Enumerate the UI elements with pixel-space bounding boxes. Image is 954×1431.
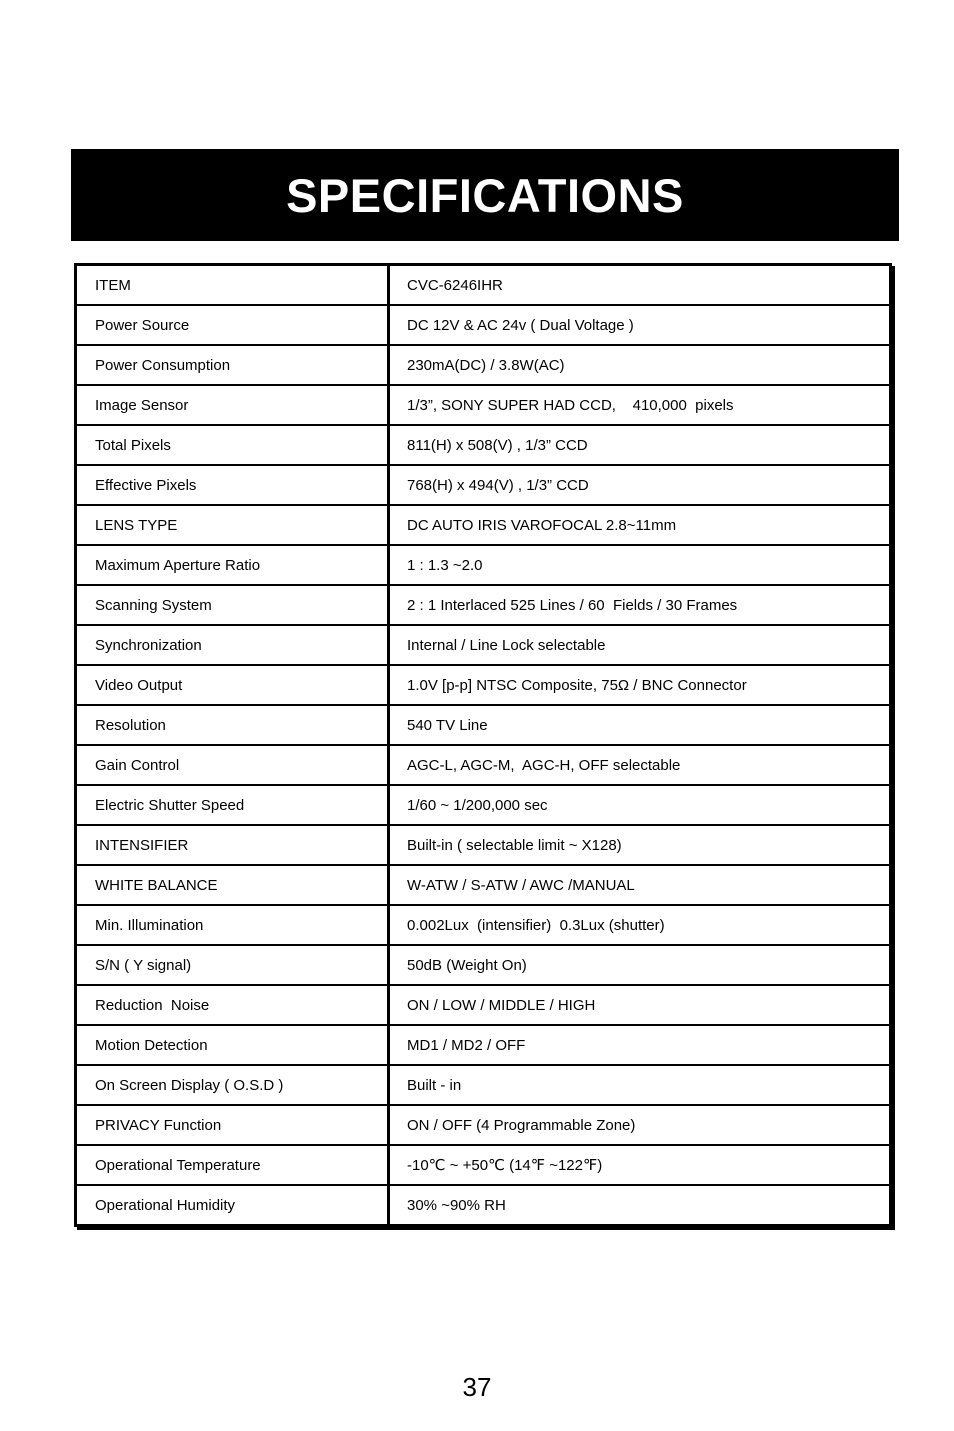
spec-item-label: Scanning System [76, 585, 389, 625]
table-row [76, 705, 891, 745]
spec-item-label: Operational Temperature [76, 1145, 389, 1185]
spec-item-value: 230mA(DC) / 3.8W(AC) [389, 345, 891, 385]
spec-item-label: Power Source [76, 305, 389, 345]
spec-item-value: 540 TV Line [389, 705, 891, 745]
table-row [76, 345, 891, 385]
spec-item-label: LENS TYPE [76, 505, 389, 545]
spec-item-value: 1 : 1.3 ~2.0 [389, 545, 891, 585]
spec-item-value: 768(H) x 494(V) , 1/3” CCD [389, 465, 891, 505]
table-row [76, 465, 891, 505]
spec-item-value: 1.0V [p-p] NTSC Composite, 75Ω / BNC Connector [389, 665, 891, 705]
table-row [76, 625, 891, 665]
spec-item-label: Reduction Noise [76, 985, 389, 1025]
spec-item-value: 811(H) x 508(V) , 1/3” CCD [389, 425, 891, 465]
spec-item-value: Built - in [389, 1065, 891, 1105]
spec-item-label: Operational Humidity [76, 1185, 389, 1226]
spec-item-value: Built-in ( selectable limit ~ X128) [389, 825, 891, 865]
spec-item-label: PRIVACY Function [76, 1105, 389, 1145]
table-row [76, 1025, 891, 1065]
spec-item-value: 50dB (Weight On) [389, 945, 891, 985]
table-row [76, 865, 891, 905]
spec-item-value: CVC-6246IHR [389, 265, 891, 306]
spec-item-value: 1/60 ~ 1/200,000 sec [389, 785, 891, 825]
spec-item-label: Resolution [76, 705, 389, 745]
spec-item-label: WHITE BALANCE [76, 865, 389, 905]
spec-item-label: Effective Pixels [76, 465, 389, 505]
table-row [76, 545, 891, 585]
table-row [76, 745, 891, 785]
table-row [76, 505, 891, 545]
table-row [76, 585, 891, 625]
table-row [76, 305, 891, 345]
spec-item-value: MD1 / MD2 / OFF [389, 1025, 891, 1065]
spec-item-value: 30% ~90% RH [389, 1185, 891, 1226]
specifications-table [74, 263, 892, 1227]
spec-item-label: ITEM [76, 265, 389, 306]
table-row [76, 1145, 891, 1185]
spec-item-value: AGC-L, AGC-M, AGC-H, OFF selectable [389, 745, 891, 785]
table-row [76, 1065, 891, 1105]
table-row [76, 785, 891, 825]
table-row [76, 265, 891, 306]
table-row [76, 945, 891, 985]
spec-item-label: Gain Control [76, 745, 389, 785]
table-row [76, 985, 891, 1025]
spec-item-label: INTENSIFIER [76, 825, 389, 865]
spec-item-value: 0.002Lux (intensifier) 0.3Lux (shutter) [389, 905, 891, 945]
spec-item-value: -10℃ ~ +50℃ (14℉ ~122℉) [389, 1145, 891, 1185]
spec-item-label: Electric Shutter Speed [76, 785, 389, 825]
table-row [76, 385, 891, 425]
spec-item-value: ON / OFF (4 Programmable Zone) [389, 1105, 891, 1145]
spec-item-value: ON / LOW / MIDDLE / HIGH [389, 985, 891, 1025]
spec-item-label: On Screen Display ( O.S.D ) [76, 1065, 389, 1105]
spec-item-label: Synchronization [76, 625, 389, 665]
spec-item-label: Min. Illumination [76, 905, 389, 945]
table-row [76, 825, 891, 865]
table-row [76, 425, 891, 465]
spec-item-label: S/N ( Y signal) [76, 945, 389, 985]
spec-item-label: Video Output [76, 665, 389, 705]
page-number: 37 [462, 1372, 492, 1402]
table-row [76, 665, 891, 705]
spec-item-label: Total Pixels [76, 425, 389, 465]
spec-item-label: Motion Detection [76, 1025, 389, 1065]
table-row [76, 1185, 891, 1226]
spec-item-label: Power Consumption [76, 345, 389, 385]
spec-item-value: 2 : 1 Interlaced 525 Lines / 60 Fields / 30 Frames [389, 585, 891, 625]
spec-item-value: 1/3”, SONY SUPER HAD CCD, 410,000 pixels [389, 385, 891, 425]
title-banner [71, 149, 899, 241]
spec-item-label: Image Sensor [76, 385, 389, 425]
page-title: SPECIFICATIONS [286, 168, 684, 222]
spec-item-value: DC 12V & AC 24v ( Dual Voltage ) [389, 305, 891, 345]
spec-item-label: Maximum Aperture Ratio [76, 545, 389, 585]
spec-item-value: W-ATW / S-ATW / AWC /MANUAL [389, 865, 891, 905]
spec-item-value: DC AUTO IRIS VAROFOCAL 2.8~11mm [389, 505, 891, 545]
table-row [76, 1105, 891, 1145]
spec-item-value: Internal / Line Lock selectable [389, 625, 891, 665]
table-row [76, 905, 891, 945]
specifications-table-body [76, 265, 891, 1226]
